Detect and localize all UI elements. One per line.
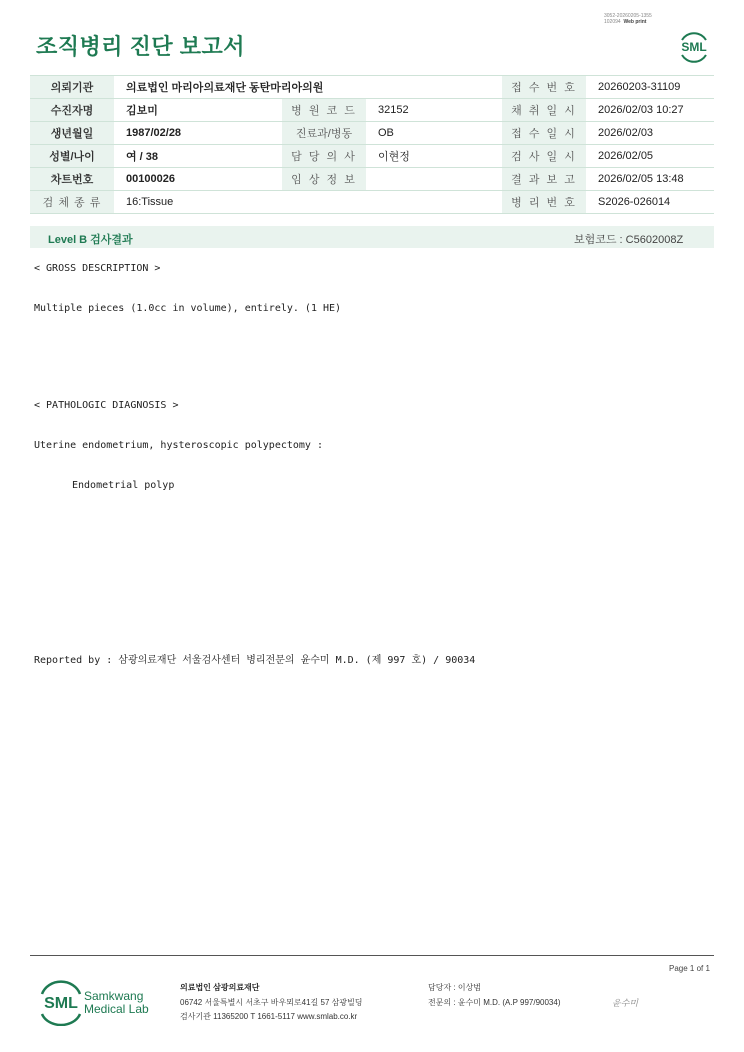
table-row [30,76,714,99]
specimen-label: 검 체 종 류 [30,191,114,214]
collect-date-label: 채 취 일 시 [502,99,586,122]
diagnosis-header: < PATHOLOGIC DIAGNOSIS > [34,400,179,411]
brand-line2: Medical Lab [84,1002,149,1016]
table-row [30,145,714,168]
hospital-code-label: 병 원 코 드 [282,99,366,122]
footer-org: 의료법인 삼광의료재단 [180,983,260,992]
exam-date-label: 검 사 일 시 [502,145,586,168]
footer-manager: 담당자 : 이상범 [428,983,482,992]
patient-info-table [30,75,714,214]
sml-logo-icon [676,28,712,64]
specimen-value: 16:Tissue [114,191,502,214]
diagnosis-site: Uterine endometrium, hysteroscopic polypectomy : [34,440,323,451]
requesting-org-label: 의뢰기관 [30,76,114,99]
patient-name-value: 김보미 [114,99,282,122]
report-title: 조직병리 진단 보고서 [36,34,245,59]
receipt-date-value: 2026/02/03 [586,122,714,145]
receipt-no-value: 20260203-31109 [586,76,714,99]
dept-label: 진료과/병동 [282,122,366,145]
table-row [30,191,714,214]
brand-logo-text: SML [44,995,78,1012]
print-code-id: 102094 [604,19,621,25]
table-row [30,122,714,145]
brand-line1: Samkwang [84,989,144,1003]
diagnosis-result: Endometrial polyp [72,480,175,491]
print-code-line2 [604,19,652,25]
footer-address: 06742 서울특별시 서초구 바우뫼로41길 57 삼광빌딩 [180,998,363,1007]
page-number: Page 1 of 1 [669,964,710,973]
hospital-code-value: 32152 [366,99,502,122]
reported-by: Reported by : 삼광의료재단 서울검사센터 병리전문의 윤수미 M.D. (제 997 호) / 90034 [34,655,476,666]
level-title: Level B 검사결과 [48,234,133,246]
gross-text: Multiple pieces (1.0cc in volume), entirely. (1 HE) [34,303,342,314]
receipt-no-label: 접 수 번 호 [502,76,586,99]
signature: 윤수미 [612,999,639,1009]
doctor-label: 담 당 의 사 [282,145,366,168]
brand-name [84,990,149,1016]
chart-no-label: 차트번호 [30,168,114,191]
print-mode: Web print [623,19,647,25]
pathology-no-label: 병 리 번 호 [502,191,586,214]
sml-logo-text: SML [681,40,707,54]
result-report-value: 2026/02/05 13:48 [586,168,714,191]
footer-lab-info: 검사기관 11365200 T 1661-5117 www.smlab.co.kr [180,1012,358,1021]
print-code [604,13,652,25]
pathology-no-value: S2026-026014 [586,191,714,214]
collect-date-value: 2026/02/03 10:27 [586,99,714,122]
sex-age-value: 여 / 38 [114,145,282,168]
dob-value: 1987/02/28 [114,122,282,145]
print-code-line1: 3052-20260205-1355 [604,13,652,19]
footer-specialist: 전문의 : 윤수미 M.D. (A.P 997/90034) [428,998,561,1007]
exam-date-value: 2026/02/05 [586,145,714,168]
result-report-label: 결 과 보 고 [502,168,586,191]
dob-label: 생년월일 [30,122,114,145]
footer-divider [30,955,714,956]
patient-name-label: 수진자명 [30,99,114,122]
requesting-org-value: 의료법인 마리아의료재단 동탄마리아의원 [114,76,502,99]
sex-age-label: 성별/나이 [30,145,114,168]
table-row [30,99,714,122]
clinical-info-label: 임 상 정 보 [282,168,366,191]
chart-no-value: 00100026 [114,168,282,191]
insurance-code: 보험코드 : C5602008Z [574,234,684,246]
doctor-value: 이현정 [366,145,502,168]
gross-header: < GROSS DESCRIPTION > [34,263,161,274]
clinical-info-value [366,168,502,191]
table-row [30,168,714,191]
dept-value: OB [366,122,502,145]
receipt-date-label: 접 수 일 시 [502,122,586,145]
